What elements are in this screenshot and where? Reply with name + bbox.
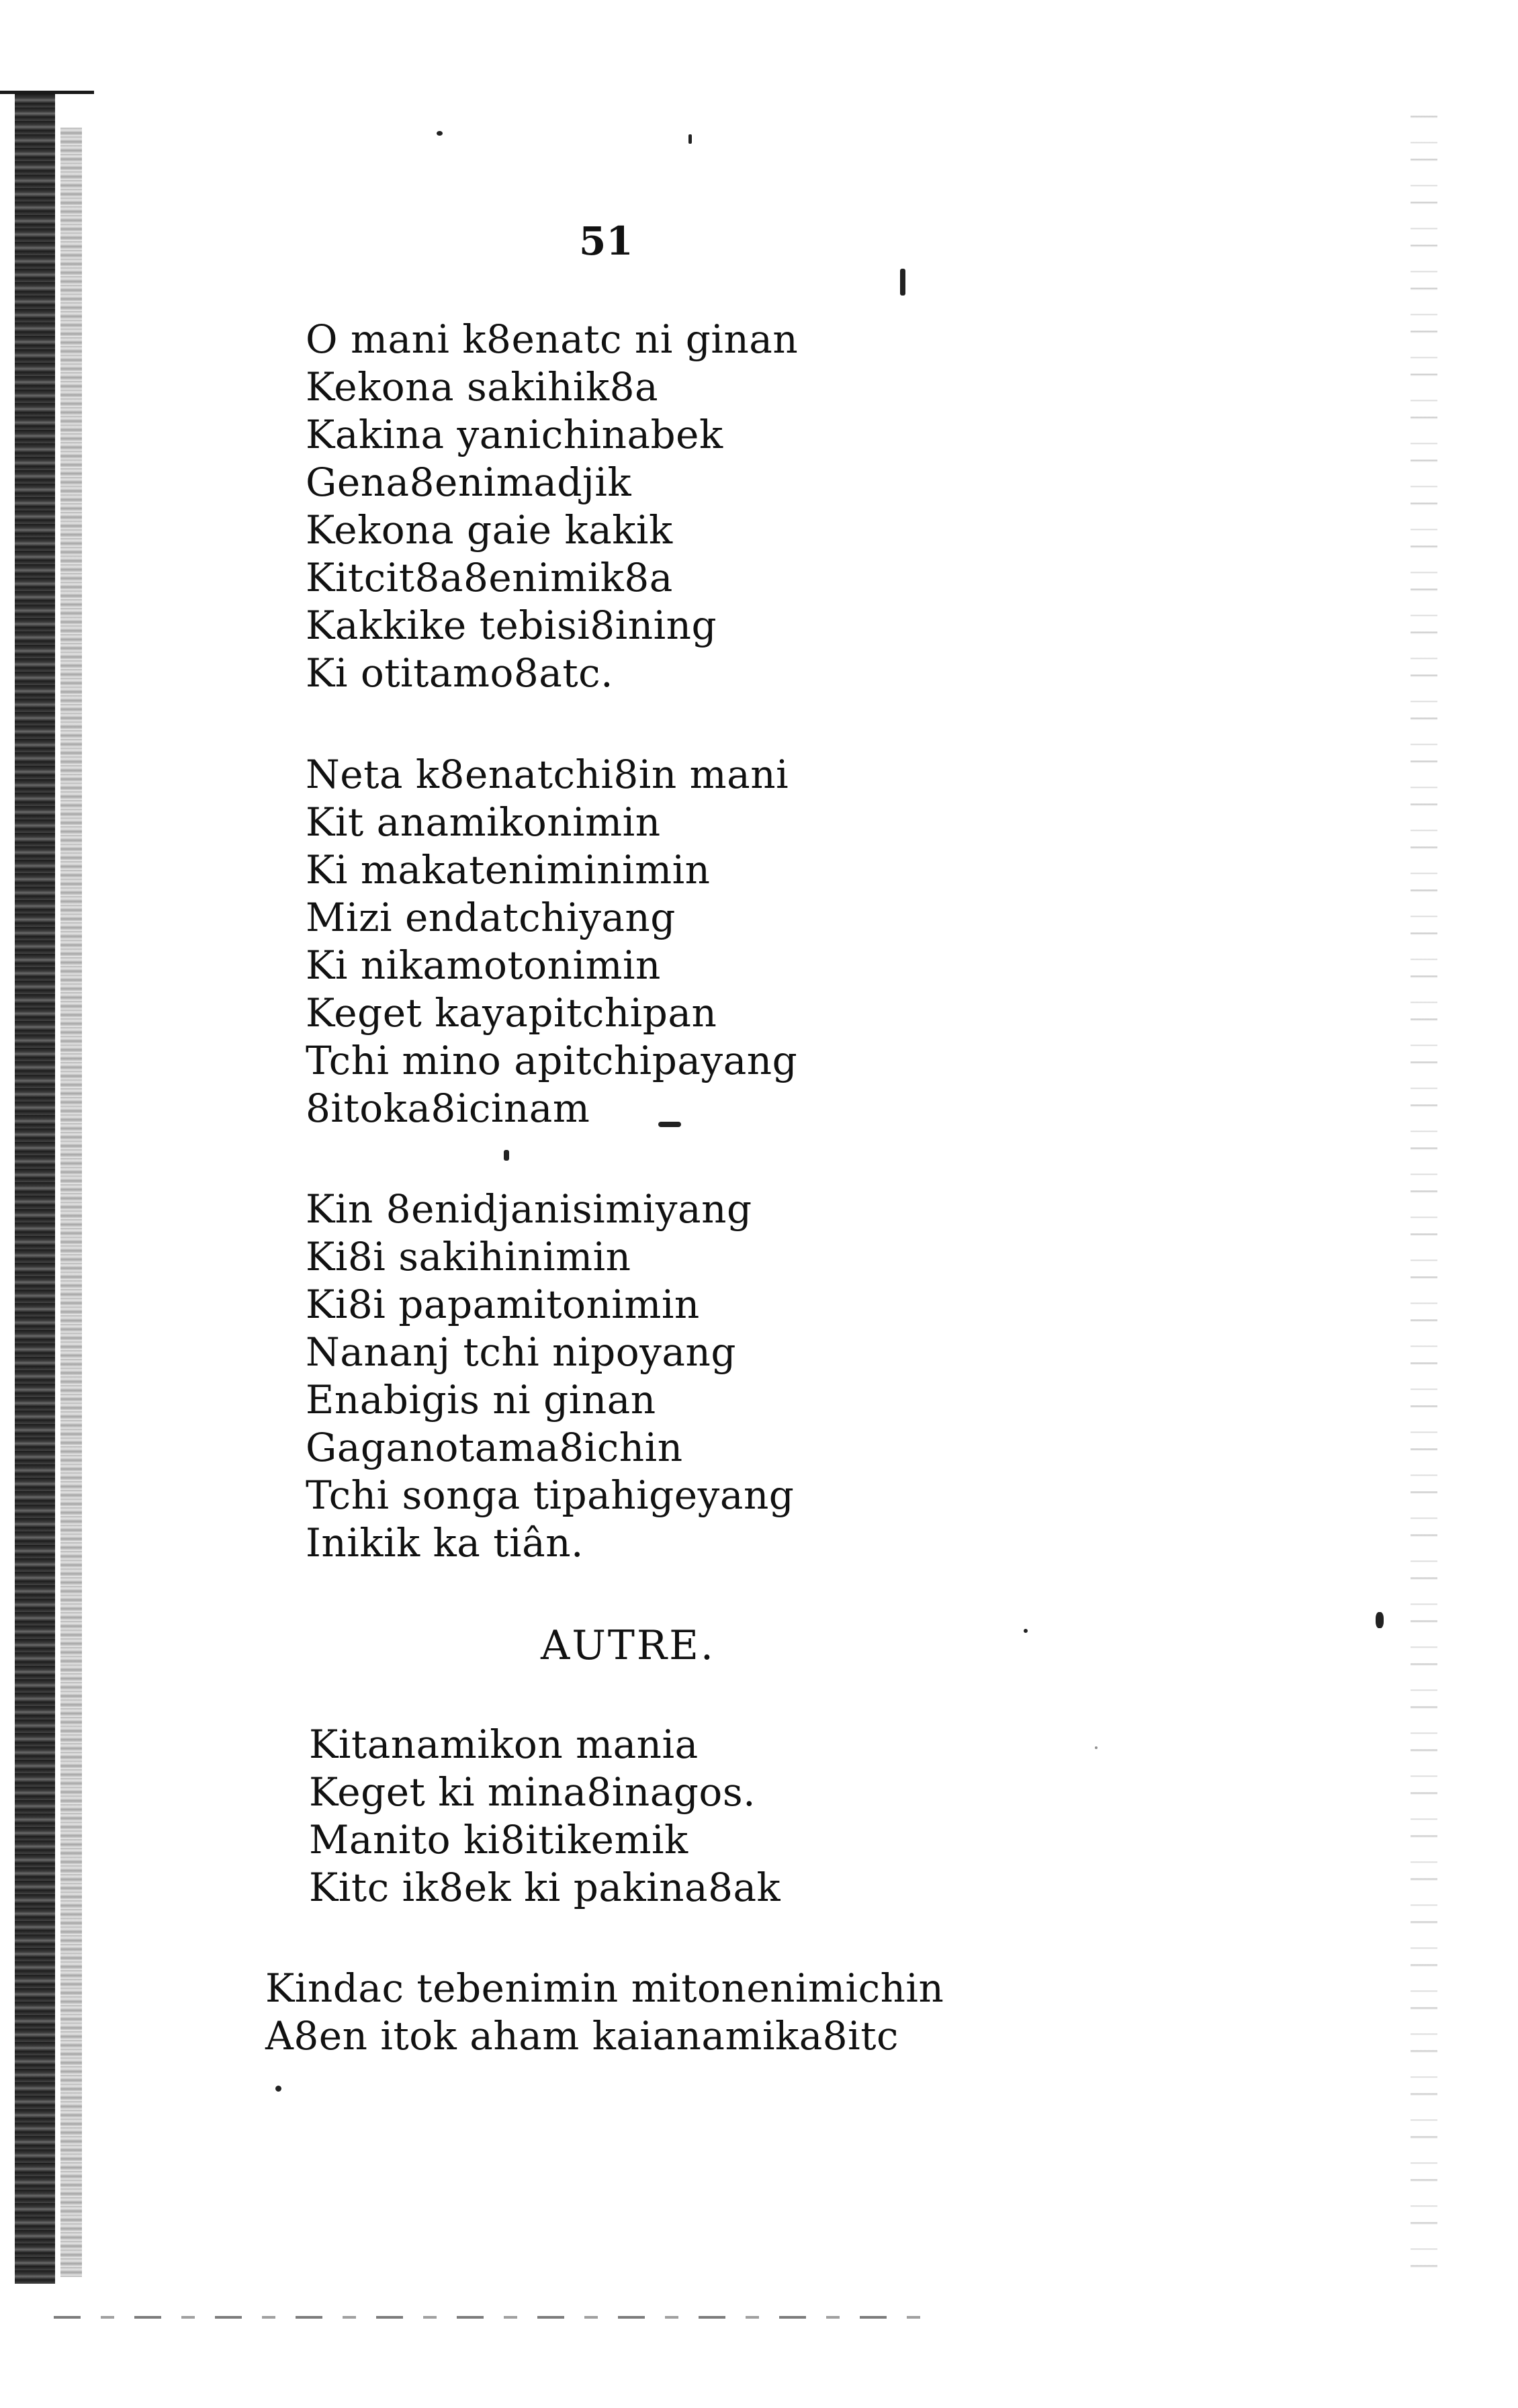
verse-line: Kekona sakihik8a — [306, 364, 659, 410]
page-right-edge-speckle — [1411, 101, 1437, 2284]
verse-line: Ki8i sakihinimin — [306, 1234, 631, 1280]
binding-spine-shadow — [15, 94, 55, 2284]
ink-speck — [1024, 1629, 1028, 1633]
verse-line: Gena8enimadjik — [306, 459, 632, 505]
verse-line: Tchi mino apitchipayang — [306, 1038, 798, 1083]
ink-speck — [1095, 1746, 1098, 1749]
verse-line: Kitcit8a8enimik8a — [306, 555, 673, 600]
verse-line: Kindac tebenimin mitonenimichin — [265, 1965, 944, 2011]
verse-line: Enabigis ni ginan — [306, 1377, 656, 1423]
page-number: 51 — [579, 218, 633, 264]
verse-line: Inikik ka tiân. — [306, 1520, 584, 1566]
verse-line: Kakina yanichinabek — [306, 412, 723, 457]
verse-line: Neta k8enatchi8in mani — [306, 752, 789, 797]
verse-line: Nananj tchi nipoyang — [306, 1329, 736, 1375]
verse-line: Kakkike tebisi8ining — [306, 603, 717, 648]
ink-speck — [900, 269, 905, 296]
verse-line: A8en itok aham kaianamika8itc — [265, 2013, 899, 2059]
ink-speck — [275, 2086, 281, 2092]
verse-line: Ki makateniminimin — [306, 847, 711, 893]
verse-line: Kit anamikonimin — [306, 799, 661, 845]
verse-line: Ki8i papamitonimin — [306, 1282, 700, 1327]
ink-speck — [658, 1122, 681, 1127]
verse-line: Keget kayapitchipan — [306, 990, 717, 1036]
stanza-4 — [309, 1721, 780, 1912]
verse-line: Keget ki mina8inagos. — [309, 1769, 756, 1815]
book-binding-edge — [0, 0, 84, 2408]
verse-line: Ki nikamotonimin — [306, 942, 661, 988]
ink-speck — [437, 131, 443, 136]
verse-line: O mani k8enatc ni ginan — [306, 316, 799, 362]
verse-line: Mizi endatchiyang — [306, 895, 676, 940]
verse-line: Kitc ik8ek ki pakina8ak — [309, 1865, 781, 1910]
verse-line: Kekona gaie kakik — [306, 507, 673, 553]
ink-speck — [1376, 1612, 1384, 1628]
verse-line: Kin 8enidjanisimiyang — [306, 1186, 752, 1232]
stanza-3 — [306, 1186, 794, 1567]
stanza-2 — [306, 751, 797, 1132]
ink-speck — [688, 134, 692, 144]
stanza-5 — [265, 1965, 944, 2060]
verse-line: 8itoka8icinam — [306, 1085, 590, 1131]
section-heading: AUTRE. — [541, 1622, 715, 1669]
verse-line: Gaganotama8ichin — [306, 1425, 683, 1470]
verse-line: Ki otitamo8atc. — [306, 650, 614, 696]
ink-speck — [504, 1150, 509, 1161]
verse-line: Kitanamikon mania — [309, 1722, 699, 1767]
binding-page-edge — [60, 128, 82, 2277]
stanza-1 — [306, 316, 798, 697]
page-bottom-edge — [54, 2316, 927, 2319]
verse-line: Manito ki8itikemik — [309, 1817, 688, 1863]
verse-line: Tchi songa tipahigeyang — [306, 1472, 795, 1518]
